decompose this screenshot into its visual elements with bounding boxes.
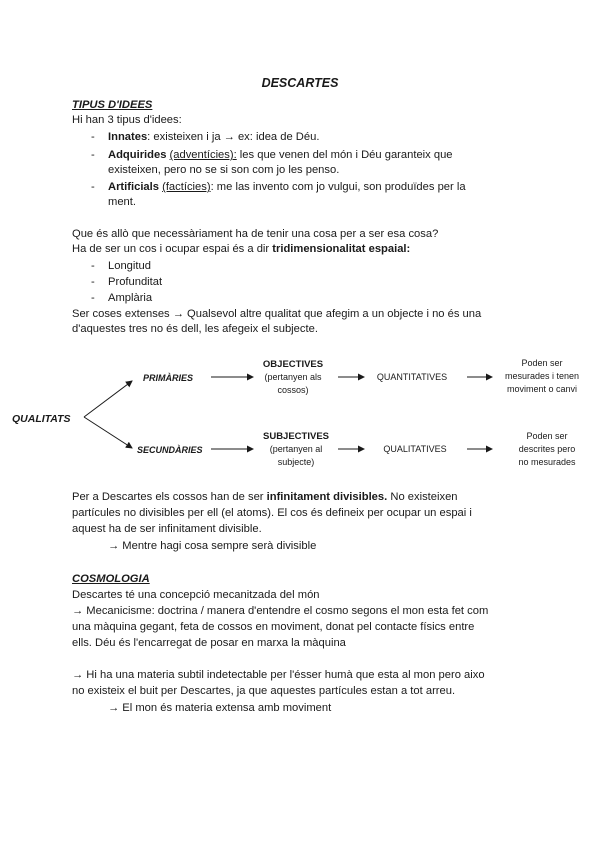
paragraph-line: ells. Déu és l'encarregat de posar en marxa la màquina [72, 637, 346, 649]
item-text: les que venen del món i Déu garanteix que [236, 149, 453, 161]
qualitats-diagram [0, 350, 600, 480]
heading-tipus-idees: TIPUS D'IDEES [72, 99, 153, 111]
secundaries-label: SECUNDÀRIES [137, 445, 203, 455]
list-item-continuation: existeixen, pero no se si son com jo les penso. [108, 164, 340, 176]
heading-cosmologia: COSMOLOGIA [72, 573, 150, 585]
branch-arrow [84, 417, 132, 448]
paragraph-line: una màquina gegant, feta de cossos en moviment, donat pel contacte físics entre [72, 621, 475, 633]
list-item-continuation: ment. [108, 196, 136, 208]
subjectives-sub: (pertanyen al [269, 444, 323, 454]
paragraph-line [72, 490, 458, 504]
subjectives-sub: subjecte) [277, 457, 315, 467]
list-item-innates [108, 130, 319, 144]
list-dash: - [91, 260, 95, 272]
paragraph-line: d'aquestes tres no és dell, les afegeix el subjecte. [72, 323, 318, 335]
paragraph-line: Que és allò que necessàriament ha de tenir una cosa per a ser esa cosa? [72, 228, 439, 240]
paragraph-line [72, 242, 410, 256]
list-item-dimension: Longitud [108, 260, 151, 272]
item-paren: (factícies) [162, 181, 211, 193]
list-dash: - [91, 276, 95, 288]
list-item-dimension: Profunditat [108, 276, 163, 288]
paragraph-line: → Mentre hagi cosa sempre serà divisible [108, 540, 317, 552]
item-term: Artificials [108, 181, 159, 193]
paragraph-line: → Hi ha una materia subtil indetectable per l'ésser humà que esta al mon pero aixo [72, 669, 485, 681]
primaries-result: Poden ser [521, 358, 563, 368]
item-term: Adquirides [108, 149, 167, 161]
item-text: : me las invento com jo vulgui, son produïdes per la [210, 181, 466, 193]
page-title: DESCARTES [261, 76, 339, 90]
list-dash: - [91, 292, 95, 304]
list-item-dimension: Amplària [108, 292, 153, 304]
list-dash: - [91, 181, 95, 193]
intro-text: Hi han 3 tipus d'idees: [72, 114, 182, 126]
paragraph-line: → El mon és materia extensa amb moviment [108, 702, 332, 714]
item-text: : existeixen i ja → ex: idea de Déu. [147, 131, 320, 143]
primaries-label: PRIMÀRIES [143, 373, 194, 383]
primaries-result: moviment o canvi [506, 384, 578, 394]
subjectives-label: SUBJECTIVES [263, 431, 329, 442]
list-item-artificials [108, 180, 466, 194]
text-bold: tridimensionalitat espaial: [272, 243, 411, 255]
quantitatives-label: QUANTITATIVES [376, 372, 448, 382]
secundaries-result: Poden ser [526, 431, 568, 441]
text-run: Per a Descartes els cossos han de ser [72, 491, 267, 503]
root-label: QUALITATS [12, 413, 71, 425]
paragraph-line: Ser coses extenses → Qualsevol altre qualitat que afegim a un objecte i no és una [72, 308, 482, 320]
item-paren: (adventícies): [169, 149, 237, 161]
list-dash: - [91, 149, 95, 161]
item-term: Innates [108, 131, 148, 143]
secundaries-result: descrites pero [518, 444, 576, 454]
list-dash: - [91, 131, 95, 143]
primaries-result: mesurades i tenen [504, 371, 580, 381]
secundaries-result: no mesurades [518, 457, 576, 467]
objectives-sub: cossos) [277, 385, 309, 395]
paragraph-line: Descartes té una concepció mecanitzada del món [72, 589, 320, 601]
list-item-adquirides [108, 148, 453, 162]
paragraph-line: → Mecanicisme: doctrina / manera d'entendre el cosmo segons el mon esta fet com [72, 605, 489, 617]
branch-arrow [84, 381, 132, 417]
paragraph-line: aquest ha de ser infinitament divisible. [72, 523, 262, 535]
text-run: No existeixen [387, 491, 458, 503]
text-bold: infinitament divisibles. [266, 491, 388, 503]
qualitatives-label: QUALITATIVES [383, 444, 447, 454]
paragraph-line: no existeix el buit per Descartes, ja que aquestes partícules estan a tot arreu. [72, 685, 456, 697]
paragraph-line: partícules no divisibles per ell (el atoms). El cos és defineix per ocupar un espai i [72, 507, 472, 519]
text-run: Ha de ser un cos i ocupar espai és a dir [72, 243, 273, 255]
objectives-label: OBJECTIVES [262, 359, 324, 370]
objectives-sub: (pertanyen als [264, 372, 322, 382]
